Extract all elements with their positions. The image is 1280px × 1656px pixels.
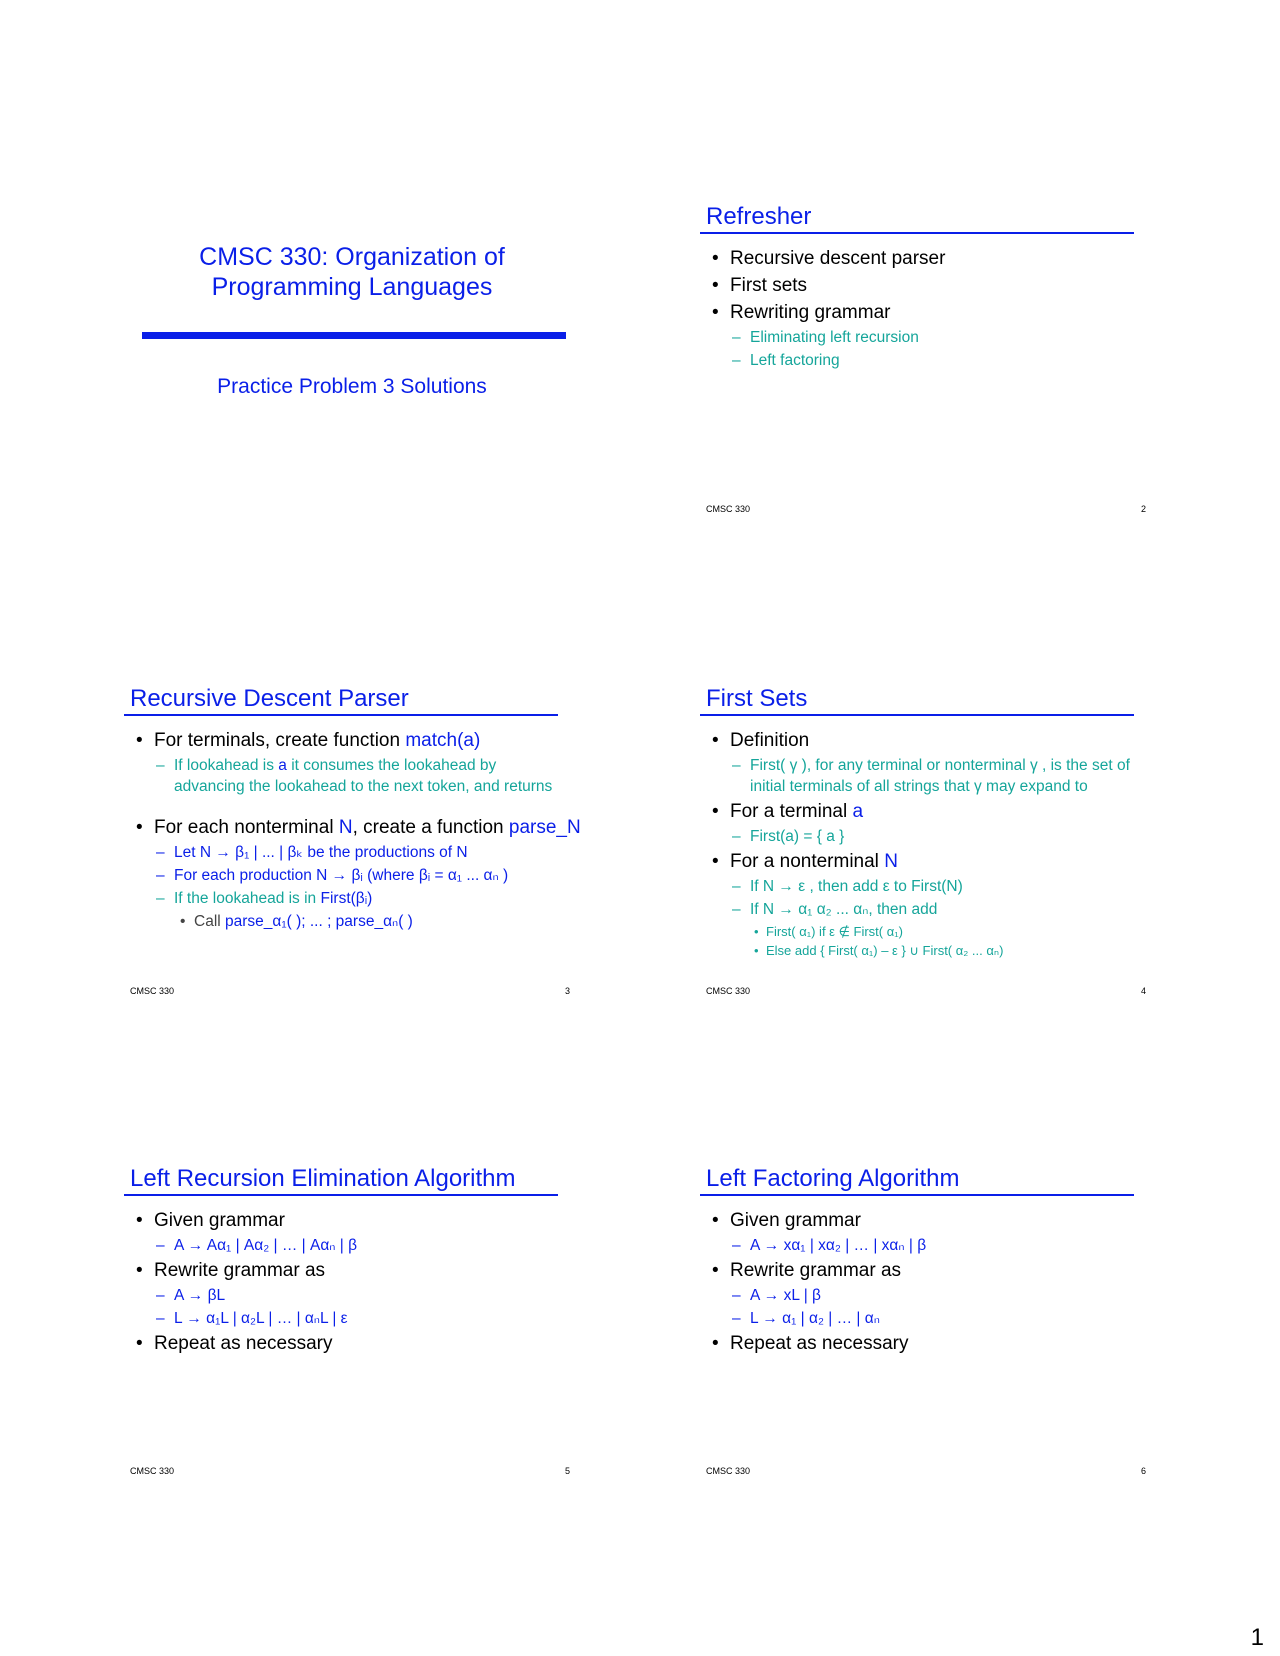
slide-1 (130, 190, 570, 530)
sub-bullet-item: – If the lookahead is in First(βᵢ) (156, 890, 373, 907)
bullet-text: Given grammar (154, 1210, 285, 1231)
sub-bullet-item: – If lookahead is a it consumes the lookahead by advancing the lookahead to the next token, and returns (156, 757, 553, 795)
slide-title: Recursive Descent Parser (130, 685, 409, 712)
sub-bullet-item: – If N → ε , then add ε to First(N) (732, 878, 963, 895)
course-title-line-2: Programming Languages (211, 273, 493, 301)
bullet-item: • Definition (712, 730, 810, 751)
slide-body (706, 246, 1146, 373)
bullet-item: • Repeat as necessary (712, 1333, 909, 1354)
slide-subtitle: Practice Problem 3 Solutions (217, 375, 487, 398)
sub-bullet-text: First( γ ), for any terminal or nonterminal γ , is the set of initial terminals of all strings that γ may expand to (750, 757, 1130, 795)
sub-bullet-text: Let N → β₁ | ... | βₖ be the productions of N (174, 844, 468, 861)
slide-body (130, 728, 581, 933)
slide-5 (130, 1152, 570, 1492)
bullet-text: Given grammar (730, 1210, 861, 1231)
grammar-rule: – L → α₁L | α₂L | … | αₙL | ε (156, 1310, 348, 1327)
sub-bullet-text: For each production N → βᵢ (where βᵢ = α₁ ... αₙ ) (174, 867, 509, 884)
grammar-rule: – L → α₁ | α₂ | … | αₙ (732, 1310, 880, 1327)
bullet-item: • For a terminal a (712, 801, 864, 822)
bullet-item: • First sets (712, 275, 808, 296)
grammar-rule: – A → Aα₁ | Aα₂ | … | Aαₙ | β (156, 1237, 358, 1254)
bullet-item: • Given grammar (712, 1210, 861, 1231)
slide-body (706, 728, 1146, 960)
slide-number: 2 (1140, 504, 1146, 514)
slide-2 (706, 190, 1146, 530)
slide-4 (706, 672, 1146, 1012)
terminal-symbol: a (278, 757, 287, 774)
bullet-text: Recursive descent parser (730, 248, 946, 269)
sub-bullet-text: If the lookahead is in (174, 890, 321, 907)
sub-bullet-text: Left factoring (750, 352, 840, 369)
sub-bullet-text: If N → α₁ α₂ ... αₙ, then add (750, 901, 938, 918)
bullet-item: • Rewrite grammar as (712, 1260, 902, 1281)
course-title (130, 242, 574, 302)
sub-bullet-item: – If N → α₁ α₂ ... αₙ, then add (732, 901, 938, 918)
slide-title: Left Factoring Algorithm (706, 1165, 960, 1192)
grammar-rule-text: A → βL (174, 1287, 226, 1304)
slide-title: Refresher (706, 203, 812, 230)
bullet-item: • Recursive descent parser (712, 248, 946, 269)
sub-bullet-text: it consumes the lookahead by advancing the lookahead to the next token, and returns (174, 757, 553, 795)
bullet-text: For terminals, create function (154, 730, 406, 751)
bullet-text: Repeat as necessary (730, 1333, 909, 1354)
course-title-line-1: CMSC 330: Organization of (199, 243, 505, 271)
slide-footer-label: CMSC 330 (130, 1466, 175, 1476)
first-set: First(βᵢ) (320, 890, 373, 907)
title-underline (700, 1194, 1134, 1196)
sub-bullet-item: – First( γ ), for any terminal or nonterminal γ , is the set of initial terminals of all strings that γ may expand to (732, 757, 1130, 795)
slide-footer-label: CMSC 330 (706, 504, 751, 514)
terminal-symbol: a (852, 801, 864, 822)
grammar-rule: – A → xα₁ | xα₂ | … | xαₙ | β (732, 1237, 927, 1254)
sub-sub-bullet-item: • First( α₁) if ε ∉ First( α₁) (754, 924, 903, 939)
sub-sub-bullet-text: Else add { First( α₁) – ε } ∪ First( α₂ ... αₙ) (766, 943, 1004, 958)
bullet-item: • For a nonterminal N (712, 851, 898, 872)
parse-calls: parse_α₁( ); ... ; parse_αₙ( ) (225, 913, 413, 930)
sub-bullet-item: – For each production N → βᵢ (where βᵢ = α₁ ... αₙ ) (156, 867, 509, 884)
slide-body (130, 1208, 570, 1358)
sub-bullet-text: If N → ε , then add ε to First(N) (750, 878, 963, 895)
bullet-text: Definition (730, 730, 810, 751)
nonterminal-symbol: N (338, 817, 353, 838)
bullet-text: , create a function (352, 817, 509, 838)
slide-number: 5 (564, 1466, 570, 1476)
slide-title: First Sets (706, 685, 808, 712)
bullet-text: Rewrite grammar as (154, 1260, 326, 1281)
grammar-rule: – A → xL | β (732, 1287, 821, 1304)
sub-sub-bullet-text: First( α₁) if ε ∉ First( α₁) (766, 924, 903, 939)
slide-footer-label: CMSC 330 (130, 986, 175, 996)
page-number: 1 (1250, 1624, 1264, 1651)
nonterminal-symbol: N (884, 851, 898, 872)
slide-footer-label: CMSC 330 (706, 1466, 751, 1476)
title-underline (700, 232, 1134, 234)
grammar-rule-text: A → xL | β (750, 1287, 821, 1304)
grammar-rule-text: L → α₁ | α₂ | … | αₙ (750, 1310, 880, 1327)
bullet-item: • Given grammar (136, 1210, 285, 1231)
bullet-item: • For each nonterminal N, create a function parse_N (136, 817, 581, 838)
slide-number: 3 (564, 986, 570, 996)
grammar-rule: – A → βL (156, 1287, 226, 1304)
slide-title: Left Recursion Elimination Algorithm (130, 1165, 516, 1192)
sub-bullet-text: Eliminating left recursion (750, 329, 919, 346)
bullet-item: • Rewriting grammar (712, 302, 891, 323)
slide-number: 4 (1140, 986, 1146, 996)
grammar-rule-text: A → Aα₁ | Aα₂ | … | Aαₙ | β (174, 1237, 358, 1254)
bullet-text: For a terminal (730, 801, 853, 822)
sub-sub-bullet-item: • Call parse_α₁( ); ... ; parse_αₙ( ) (180, 913, 413, 930)
title-underline (700, 714, 1134, 716)
grammar-rule-text: A → xα₁ | xα₂ | … | xαₙ | β (750, 1237, 927, 1254)
sub-bullet-item: – First(a) = { a } (732, 828, 845, 845)
slide-number: 6 (1140, 1466, 1146, 1476)
slide-body (706, 1208, 1146, 1358)
sub-bullet-text: If lookahead is (174, 757, 279, 774)
sub-bullet-item: – Eliminating left recursion (732, 329, 919, 346)
sub-bullet-item: – Let N → β₁ | ... | βₖ be the productions of N (156, 844, 468, 861)
bullet-item: • For terminals, create function match(a) (136, 730, 481, 751)
sub-bullet-text: First(a) = { a } (750, 828, 845, 845)
bullet-text: For each nonterminal (154, 817, 339, 838)
grammar-rule-text: L → α₁L | α₂L | … | αₙL | ε (174, 1310, 348, 1327)
bullet-item: • Repeat as necessary (136, 1333, 333, 1354)
function-name: match(a) (405, 730, 481, 751)
function-name: parse_N (508, 817, 581, 838)
bullet-text: Rewrite grammar as (730, 1260, 902, 1281)
bullet-text: For a nonterminal (730, 851, 885, 872)
slide-footer-label: CMSC 330 (706, 986, 751, 996)
slide-3 (130, 672, 581, 1012)
sub-bullet-item: – Left factoring (732, 352, 840, 369)
bullet-text: First sets (730, 275, 808, 296)
sub-sub-bullet-item: • Else add { First( α₁) – ε } ∪ First( α₂ ... αₙ) (754, 943, 1004, 958)
title-underline (124, 714, 558, 716)
title-divider (142, 332, 566, 339)
bullet-text: Rewriting grammar (730, 302, 891, 323)
title-underline (124, 1194, 558, 1196)
bullet-text: Repeat as necessary (154, 1333, 333, 1354)
bullet-item: • Rewrite grammar as (136, 1260, 326, 1281)
slide-6 (706, 1152, 1146, 1492)
sub-sub-bullet-text: Call (194, 913, 226, 930)
